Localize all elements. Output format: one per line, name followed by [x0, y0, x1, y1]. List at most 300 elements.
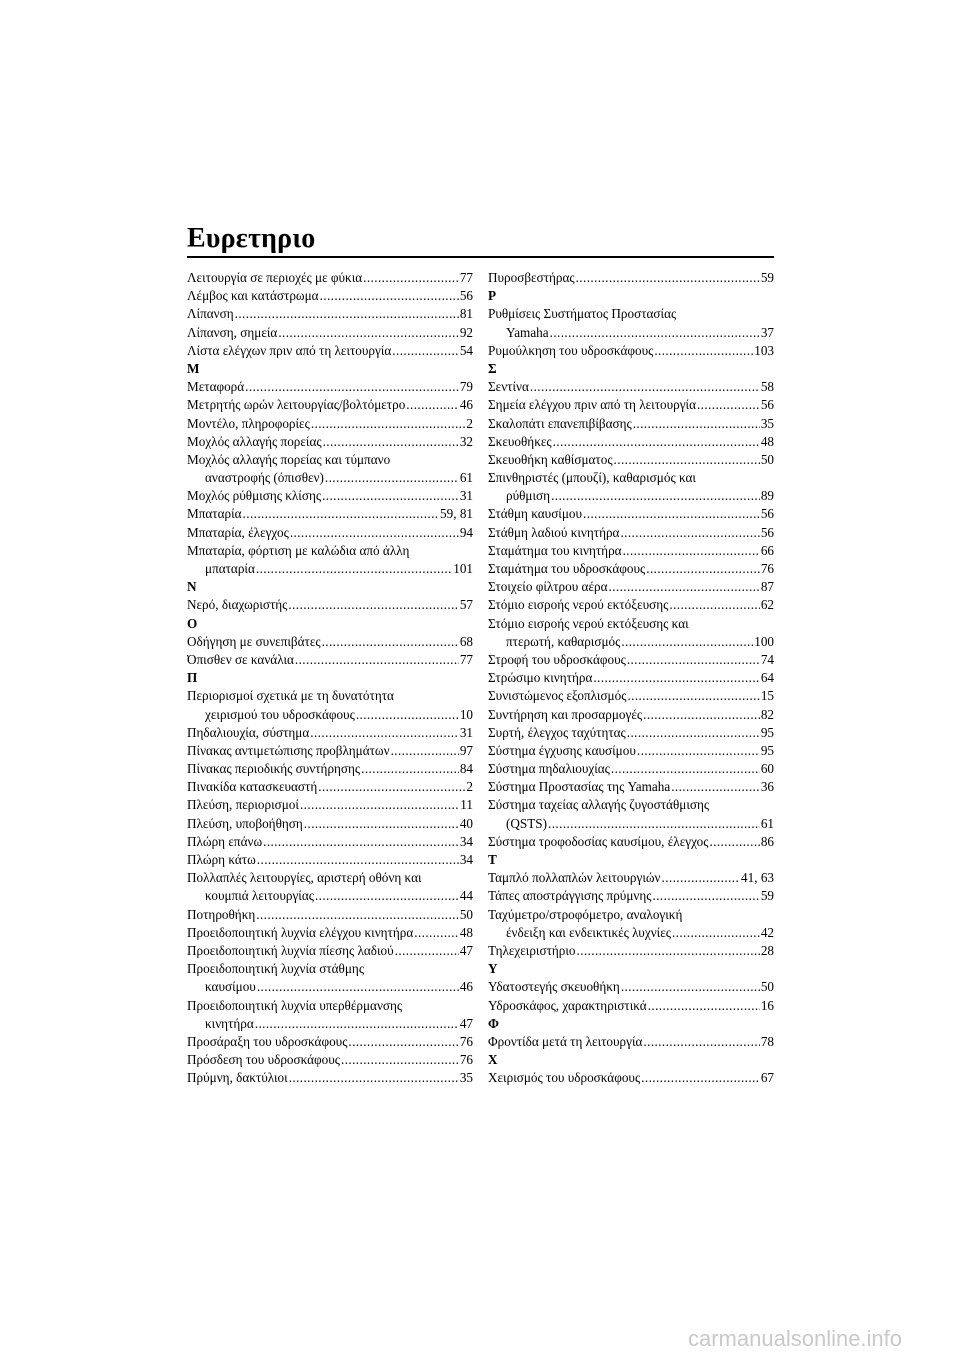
index-entry — [187, 378, 473, 396]
entry-page-number: 41, 63 — [741, 870, 774, 886]
index-entry — [488, 451, 774, 469]
dot-leader — [551, 487, 760, 505]
index-entry — [187, 851, 473, 869]
index-entry — [488, 651, 774, 669]
dot-leader — [318, 778, 465, 796]
index-entry — [187, 1069, 473, 1087]
entry-text: Σημεία ελέγχου πριν από τη λειτουργία — [488, 397, 696, 413]
entry-text: Προσάραξη του υδροσκάφους — [187, 1033, 348, 1049]
entry-text: Τάπες αποστράγγισης πρύμνης — [488, 888, 652, 904]
index-entry-first-line — [488, 796, 774, 814]
dot-leader — [576, 269, 760, 287]
dot-leader — [361, 760, 459, 778]
entry-page-number: 31 — [459, 488, 473, 504]
dot-leader — [348, 1033, 458, 1051]
dot-leader — [325, 469, 459, 487]
dot-leader — [637, 742, 760, 760]
entry-text: Πλώρη κάτω — [187, 852, 256, 867]
entry-page-number: 82 — [760, 706, 774, 722]
index-letter-heading — [187, 360, 473, 378]
index-column-left — [187, 269, 473, 1087]
letter-heading-text: M — [187, 360, 200, 376]
letter-heading-text: X — [488, 1052, 498, 1068]
entry-page-number: 95 — [760, 724, 774, 740]
entry-page-number: 36 — [760, 779, 774, 795]
index-entry — [187, 742, 473, 760]
index-entry — [187, 415, 473, 433]
entry-page-number: 2 — [466, 779, 473, 795]
entry-text: Σύστημα τροφοδοσίας καυσίμου, έλεγχος — [488, 833, 709, 849]
entry-text: Σύστημα πηδαλιουχίας — [488, 761, 610, 777]
entry-page-number: 61 — [459, 470, 473, 486]
letter-heading-text: Φ — [488, 1015, 499, 1031]
dot-leader — [648, 997, 760, 1015]
entry-page-number: 59 — [760, 270, 774, 285]
entry-text: Σύστημα Προστασίας της Yamaha — [488, 779, 671, 795]
dot-leader — [669, 596, 759, 614]
index-entry — [488, 542, 774, 560]
index-entry — [187, 287, 473, 305]
index-entry — [187, 906, 473, 924]
dot-leader — [548, 815, 760, 833]
dot-leader — [295, 651, 459, 669]
dot-leader — [609, 578, 760, 596]
dot-leader — [257, 851, 459, 869]
entry-page-number: 86 — [760, 833, 774, 849]
index-entry-continuation — [488, 324, 774, 342]
entry-text: Μπαταρία — [187, 506, 242, 522]
index-entry-first-line — [187, 542, 473, 560]
entry-text: Προειδοποιητική λυχνία στάθμης — [187, 961, 365, 977]
entry-page-number: 35 — [760, 415, 774, 431]
dot-leader — [235, 305, 459, 323]
entry-text: Ρυμούλκηση του υδροσκάφους — [488, 342, 654, 358]
dot-leader — [627, 687, 759, 705]
index-entry-first-line — [488, 305, 774, 323]
letter-heading-text: O — [187, 615, 198, 631]
dot-leader — [672, 924, 760, 942]
entry-text: ρύθμιση — [506, 488, 551, 504]
index-entry — [187, 833, 473, 851]
entry-page-number: 46 — [459, 979, 473, 995]
entry-page-number: 64 — [760, 670, 774, 686]
entry-text: Λειτουργία σε περιοχές με φύκια — [187, 270, 363, 285]
entry-text: Στροφή του υδροσκάφους — [488, 651, 626, 667]
entry-text: Ρυθμίσεις Συστήματος Προστασίας — [488, 306, 677, 322]
dot-leader — [391, 742, 459, 760]
entry-page-number: 56 — [760, 506, 774, 522]
index-entry — [187, 269, 473, 287]
entry-text: Πρύμνη, δακτύλιοι — [187, 1070, 288, 1086]
entry-page-number: 50 — [760, 451, 774, 467]
entry-page-number: 32 — [459, 433, 473, 449]
index-entry — [187, 342, 473, 360]
dot-leader — [627, 651, 760, 669]
entry-text: Σκαλοπάτι επανεπιβίβασης — [488, 415, 632, 431]
index-entry — [187, 633, 473, 651]
index-entry-first-line — [187, 687, 473, 705]
dot-leader — [643, 1033, 759, 1051]
letter-heading-text: Y — [488, 961, 498, 977]
index-entry — [488, 997, 774, 1015]
index-letter-heading — [488, 287, 774, 305]
entry-text: Υδροσκάφος, χαρακτηριστικά — [488, 997, 647, 1013]
index-entry — [488, 596, 774, 614]
entry-page-number: 34 — [459, 852, 473, 867]
entry-page-number: 103 — [754, 342, 774, 358]
entry-text: καυσίμου — [205, 979, 256, 995]
dot-leader — [245, 378, 459, 396]
index-entry — [488, 1069, 774, 1087]
dot-leader — [256, 906, 459, 924]
dot-leader — [356, 706, 459, 724]
dot-leader — [623, 542, 760, 560]
entry-text: Συντήρηση και προσαρμογές — [488, 706, 643, 722]
index-entry — [488, 687, 774, 705]
index-entry — [488, 342, 774, 360]
index-entry — [187, 724, 473, 742]
entry-page-number: 79 — [459, 379, 473, 395]
entry-text: Υδατοστεγής σκευοθήκη — [488, 979, 620, 995]
dot-leader — [257, 978, 459, 996]
entry-page-number: 74 — [760, 651, 774, 667]
entry-text: Μοχλός ρύθμισης κλίσης — [187, 488, 322, 504]
index-letter-heading — [187, 578, 473, 596]
entry-page-number: 68 — [459, 633, 473, 649]
index-entry-continuation — [488, 924, 774, 942]
entry-page-number: 61 — [760, 815, 774, 831]
index-entry — [187, 924, 473, 942]
dot-leader — [621, 978, 760, 996]
entry-page-number: 54 — [459, 342, 473, 358]
dot-leader — [633, 415, 760, 433]
entry-text: Πινακίδα κατασκευαστή — [187, 779, 318, 795]
entry-text: Σεντίνα — [488, 379, 529, 395]
dot-leader — [652, 887, 759, 905]
index-entry — [187, 815, 473, 833]
entry-text: Μοχλός αλλαγής πορείας — [187, 433, 322, 449]
entry-page-number: 16 — [760, 997, 774, 1013]
dot-leader — [620, 524, 759, 542]
entry-text: Λίπανση, σημεία — [187, 324, 278, 340]
entry-page-number: 76 — [459, 1052, 473, 1068]
dot-leader — [530, 378, 760, 396]
index-entry-continuation — [187, 887, 473, 905]
entry-page-number: 100 — [754, 633, 774, 649]
entry-text: Μοντέλο, πληροφορίες — [187, 415, 310, 431]
entry-page-number: 2 — [466, 415, 473, 431]
entry-page-number: 58 — [760, 379, 774, 395]
entry-text: Σύστημα έγχυσης καυσίμου — [488, 742, 636, 758]
entry-text: Μεταφορά — [187, 379, 245, 395]
entry-text: Στόμιο εισροής νερού εκτόξευσης και — [488, 615, 689, 631]
index-entry — [187, 778, 473, 796]
index-entry-continuation — [187, 978, 473, 996]
index-letter-heading — [187, 669, 473, 687]
entry-text: χειρισμού του υδροσκάφους — [205, 706, 355, 722]
entry-text: Ταμπλό πολλαπλών λειτουργιών — [488, 870, 661, 886]
entry-page-number: 40 — [459, 815, 473, 831]
entry-text: Φροντίδα μετά τη λειτουργία — [488, 1033, 643, 1049]
dot-leader — [406, 396, 459, 414]
index-entry — [488, 415, 774, 433]
entry-page-number: 34 — [459, 833, 473, 849]
index-entry-continuation — [187, 469, 473, 487]
index-entry-first-line — [187, 451, 473, 469]
entry-text: Πλεύση, υποβοήθηση — [187, 815, 303, 831]
dot-leader — [290, 524, 459, 542]
entry-page-number: 77 — [459, 270, 473, 285]
index-entry-first-line — [187, 960, 473, 978]
title-rule — [187, 256, 774, 258]
entry-text: Λέμβος και κατάστρωμα — [187, 288, 319, 304]
dot-leader — [311, 415, 466, 433]
entry-page-number: 81 — [459, 306, 473, 322]
index-letter-heading — [187, 615, 473, 633]
index-column-right — [488, 269, 774, 1087]
entry-text: Τηλεχειριστήριο — [488, 942, 576, 958]
entry-page-number: 101 — [453, 561, 473, 576]
entry-text: μπαταρία — [205, 561, 255, 576]
index-letter-heading — [488, 360, 774, 378]
dot-leader — [288, 596, 458, 614]
entry-page-number: 78 — [760, 1033, 774, 1049]
letter-heading-text: T — [488, 852, 497, 867]
index-entry — [187, 1033, 473, 1051]
dot-leader — [553, 433, 760, 451]
entry-page-number: 84 — [459, 761, 473, 777]
entry-text: Ταχύμετρο/στροφόμετρο, αναλογική — [488, 906, 683, 922]
entry-text: Πλεύση, περιορισμοί — [187, 797, 299, 813]
letter-heading-text: P — [488, 288, 497, 304]
index-entry — [488, 833, 774, 851]
index-entry — [187, 760, 473, 778]
page-title: Ευρετηριο — [187, 223, 316, 254]
index-entry — [488, 378, 774, 396]
index-entry — [488, 578, 774, 596]
index-entry — [488, 887, 774, 905]
index-entry-first-line — [488, 615, 774, 633]
entry-page-number: 76 — [760, 561, 774, 576]
entry-page-number: 89 — [760, 488, 774, 504]
index-entry-continuation — [187, 1015, 473, 1033]
letter-heading-text: Π — [187, 670, 198, 686]
dot-leader — [255, 1015, 459, 1033]
entry-page-number: 94 — [459, 524, 473, 540]
entry-text: πτερωτή, καθαρισμός — [506, 633, 621, 649]
dot-leader — [577, 942, 760, 960]
dot-leader — [243, 505, 439, 523]
entry-page-number: 56 — [459, 288, 473, 304]
index-entry — [488, 978, 774, 996]
index-entry — [187, 324, 473, 342]
dot-leader — [614, 451, 760, 469]
index-letter-heading — [488, 1015, 774, 1033]
entry-page-number: 28 — [760, 942, 774, 958]
entry-page-number: 42 — [760, 924, 774, 940]
index-entry — [488, 760, 774, 778]
entry-text: Στάθμη καυσίμου — [488, 506, 583, 522]
dot-leader — [315, 887, 459, 905]
index-entry — [187, 505, 473, 523]
dot-leader — [289, 1069, 459, 1087]
dot-leader — [341, 1051, 459, 1069]
index-entry-first-line — [187, 869, 473, 887]
entry-text: Σκευοθήκη καθίσματος — [488, 451, 613, 467]
index-entry — [488, 505, 774, 523]
index-entry — [187, 1051, 473, 1069]
entry-page-number: 10 — [459, 706, 473, 722]
dot-leader — [256, 560, 452, 578]
entry-page-number: 59, 81 — [440, 506, 473, 522]
index-entry — [488, 560, 774, 578]
entry-text: Μπαταρία, έλεγχος — [187, 524, 289, 540]
entry-text: κινητήρα — [205, 1015, 254, 1031]
entry-page-number: 48 — [760, 433, 774, 449]
dot-leader — [662, 869, 741, 887]
dot-leader — [697, 396, 760, 414]
entry-text: Λίστα ελέγχων πριν από τη λειτουργία — [187, 342, 392, 358]
index-entry — [488, 669, 774, 687]
index-entry — [187, 433, 473, 451]
entry-page-number: 77 — [459, 651, 473, 667]
dot-leader — [646, 560, 760, 578]
index-entry — [488, 1033, 774, 1051]
entry-text: Σκευοθήκες — [488, 433, 552, 449]
dot-leader — [593, 669, 759, 687]
entry-text: Πλώρη επάνω — [187, 833, 263, 849]
index-entry-first-line — [187, 997, 473, 1015]
index-entry — [187, 942, 473, 960]
index-entry-continuation — [187, 706, 473, 724]
entry-page-number: 35 — [459, 1070, 473, 1086]
dot-leader — [583, 505, 760, 523]
index-entry-continuation — [488, 633, 774, 651]
entry-text: Νερό, διαχωριστής — [187, 597, 288, 613]
entry-text: Σταμάτημα του κινητήρα — [488, 542, 622, 558]
index-entry — [488, 269, 774, 287]
index-entry — [187, 487, 473, 505]
entry-page-number: 50 — [760, 979, 774, 995]
entry-page-number: 62 — [760, 597, 774, 613]
entry-page-number: 11 — [460, 797, 473, 813]
entry-page-number: 76 — [459, 1033, 473, 1049]
index-entry — [488, 706, 774, 724]
dot-leader — [550, 324, 760, 342]
index-entry — [488, 524, 774, 542]
index-letter-heading — [488, 960, 774, 978]
dot-leader — [392, 342, 459, 360]
entry-text: Σταμάτημα του υδροσκάφους — [488, 561, 646, 576]
entry-text: αναστροφής (όπισθεν) — [205, 470, 324, 486]
entry-text: Περιορισμοί σχετικά με τη δυνατότητα — [187, 688, 394, 704]
index-entry — [488, 433, 774, 451]
index-entry — [488, 396, 774, 414]
entry-page-number: 57 — [459, 597, 473, 613]
letter-heading-text: Σ — [488, 360, 497, 376]
entry-page-number: 50 — [459, 906, 473, 922]
entry-text: Μπαταρία, φόρτιση με καλώδια από άλλη — [187, 542, 410, 558]
entry-text: Πηδαλιουχία, σύστημα — [187, 724, 310, 740]
dot-leader — [363, 269, 459, 287]
entry-text: (QSTS) — [506, 815, 548, 831]
entry-text: Πίνακας αντιμετώπισης προβλημάτων — [187, 742, 390, 758]
index-letter-heading — [488, 1051, 774, 1069]
entry-page-number: 15 — [760, 688, 774, 704]
index-entry — [187, 524, 473, 542]
entry-text: Προειδοποιητική λυχνία ελέγχου κινητήρα — [187, 924, 414, 940]
letter-heading-text: N — [187, 579, 197, 595]
entry-page-number: 56 — [760, 524, 774, 540]
dot-leader — [643, 706, 760, 724]
entry-text: Πυροσβεστήρας — [488, 270, 575, 285]
entry-text: Συνιστώμενος εξοπλισμός — [488, 688, 627, 704]
dot-leader — [278, 324, 459, 342]
entry-text: Προειδοποιητική λυχνία υπερθέρμανσης — [187, 997, 403, 1013]
entry-text: Όπισθεν σε κανάλια — [187, 651, 294, 667]
dot-leader — [611, 760, 760, 778]
index-entry — [488, 724, 774, 742]
entry-text: Yamaha — [506, 324, 549, 340]
index-entry — [488, 742, 774, 760]
entry-text: Ποτηροθήκη — [187, 906, 256, 922]
entry-text: Στοιχείο φίλτρου αέρα — [488, 579, 608, 595]
index-entry-first-line — [488, 469, 774, 487]
entry-text: Σπινθηριστές (μπουζί), καθαρισμός και — [488, 470, 696, 486]
index-entry — [187, 796, 473, 814]
entry-page-number: 92 — [459, 324, 473, 340]
index-entry — [187, 396, 473, 414]
index-entry — [187, 651, 473, 669]
dot-leader — [671, 778, 760, 796]
entry-text: Στάθμη λαδιού κινητήρα — [488, 524, 620, 540]
entry-page-number: 67 — [760, 1070, 774, 1086]
entry-text: Λίπανση — [187, 306, 234, 322]
entry-text: Σύστημα ταχείας αλλαγής ζυγοστάθμισης — [488, 797, 710, 813]
dot-leader — [654, 342, 753, 360]
index-entry-first-line — [488, 906, 774, 924]
entry-text: Μετρητής ωρών λειτουργίας/βολτόμετρο — [187, 397, 406, 413]
index-entry-continuation — [488, 487, 774, 505]
entry-page-number: 37 — [760, 324, 774, 340]
dot-leader — [323, 433, 459, 451]
entry-page-number: 60 — [760, 761, 774, 777]
index-entry — [488, 869, 774, 887]
entry-page-number: 31 — [459, 724, 473, 740]
index-entry — [187, 596, 473, 614]
dot-leader — [320, 287, 459, 305]
entry-text: κουμπιά λειτουργίας — [205, 888, 314, 904]
dot-leader — [322, 487, 459, 505]
dot-leader — [641, 1069, 760, 1087]
dot-leader — [414, 924, 459, 942]
entry-text: Πολλαπλές λειτουργίες, αριστερή οθόνη και — [187, 870, 422, 886]
entry-text: ένδειξη και ενδεικτικές λυχνίες — [506, 924, 671, 940]
index-entry — [488, 778, 774, 796]
index-entry-continuation — [488, 815, 774, 833]
entry-text: Χειρισμός του υδροσκάφους — [488, 1070, 641, 1086]
entry-text: Μοχλός αλλαγής πορείας και τύμπανο — [187, 451, 391, 467]
entry-page-number: 47 — [459, 942, 473, 958]
entry-page-number: 97 — [459, 742, 473, 758]
index-entry-continuation — [187, 560, 473, 578]
watermark: carmanualsonline.info — [688, 1326, 903, 1351]
entry-page-number: 47 — [459, 1015, 473, 1031]
entry-text: Προειδοποιητική λυχνία πίεσης λαδιού — [187, 942, 394, 958]
entry-text: Στόμιο εισροής νερού εκτόξευσης — [488, 597, 669, 613]
index-letter-heading — [488, 851, 774, 869]
entry-page-number: 44 — [459, 888, 473, 904]
